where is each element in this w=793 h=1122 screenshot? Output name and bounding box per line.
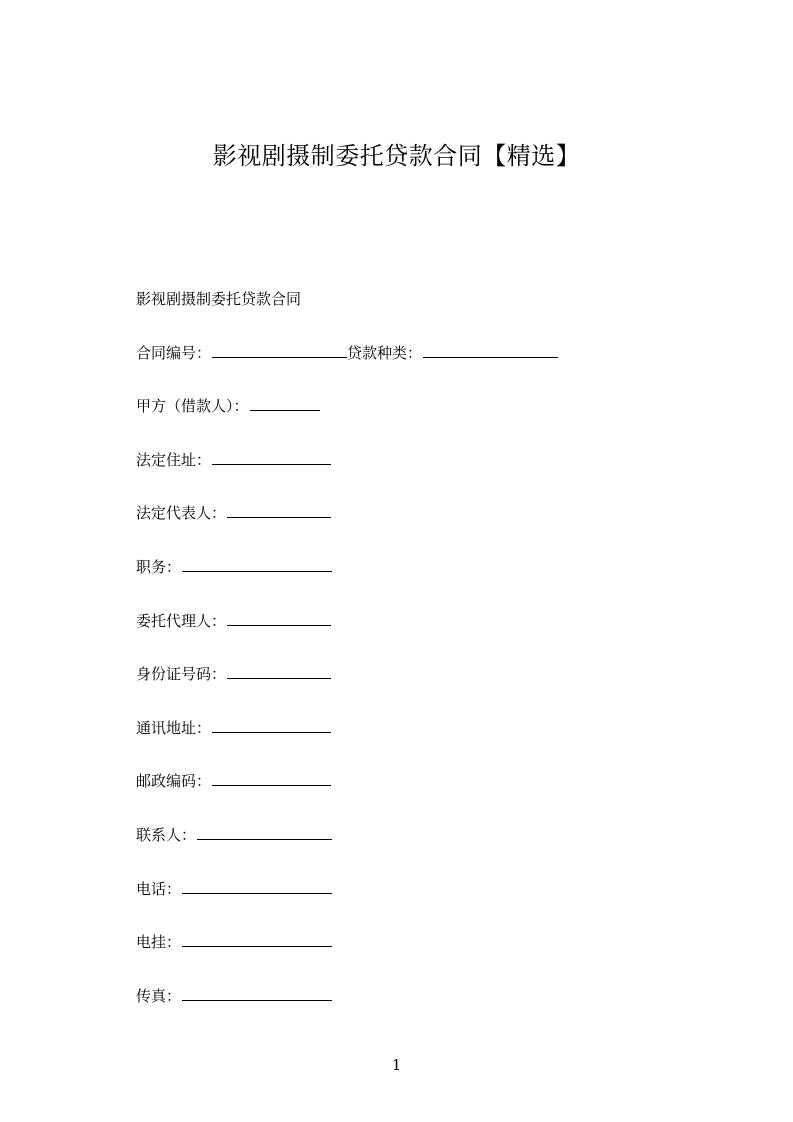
party-a-blank[interactable] <box>250 395 320 411</box>
phone2-blank[interactable] <box>182 931 332 947</box>
contact-blank[interactable] <box>197 824 332 840</box>
contact-line <box>136 822 656 848</box>
fax-blank[interactable] <box>182 985 332 1001</box>
position-line <box>136 554 656 580</box>
contract-no-line <box>136 340 656 366</box>
postal-code-label: 邮政编码： <box>136 772 212 791</box>
legal-address-blank[interactable] <box>212 449 331 465</box>
mailing-address-label: 通讯地址： <box>136 718 212 737</box>
phone2-label: 电挂： <box>136 933 182 952</box>
id-number-line <box>136 661 656 687</box>
postal-code-line <box>136 768 656 794</box>
phone-line <box>136 876 656 902</box>
loan-type-blank[interactable] <box>423 342 558 358</box>
postal-code-blank[interactable] <box>212 770 331 786</box>
document-title: 影视剧摄制委托贷款合同【精选】 <box>212 142 581 170</box>
legal-address-label: 法定住址： <box>136 450 212 469</box>
agent-label: 委托代理人： <box>136 611 227 630</box>
contract-no-blank[interactable] <box>212 342 347 358</box>
id-number-label: 身份证号码： <box>136 665 227 684</box>
page-number: 1 <box>391 1056 402 1074</box>
party-a-line <box>136 393 656 419</box>
mailing-address-blank[interactable] <box>212 717 331 733</box>
position-blank[interactable] <box>182 556 332 572</box>
fax-line <box>136 983 656 1009</box>
id-number-blank[interactable] <box>227 663 331 679</box>
fax-label: 传真： <box>136 986 182 1005</box>
legal-address-line <box>136 447 656 473</box>
contract-subtitle: 影视剧摄制委托贷款合同 <box>136 290 302 308</box>
legal-rep-line <box>136 500 656 526</box>
contact-label: 联系人： <box>136 825 197 844</box>
legal-rep-label: 法定代表人： <box>136 504 227 523</box>
legal-rep-blank[interactable] <box>227 502 331 518</box>
agent-line <box>136 608 656 634</box>
phone-label: 电话： <box>136 879 182 898</box>
position-label: 职务： <box>136 557 182 576</box>
phone-blank[interactable] <box>182 878 332 894</box>
party-a-label: 甲方（借款人）： <box>136 397 249 416</box>
document-body <box>136 286 656 1036</box>
mailing-address-line <box>136 715 656 741</box>
loan-type-label: 贷款种类： <box>347 343 423 362</box>
subtitle-line <box>136 286 656 312</box>
contract-no-label: 合同编号： <box>136 343 212 362</box>
phone2-line <box>136 929 656 955</box>
agent-blank[interactable] <box>227 610 331 626</box>
